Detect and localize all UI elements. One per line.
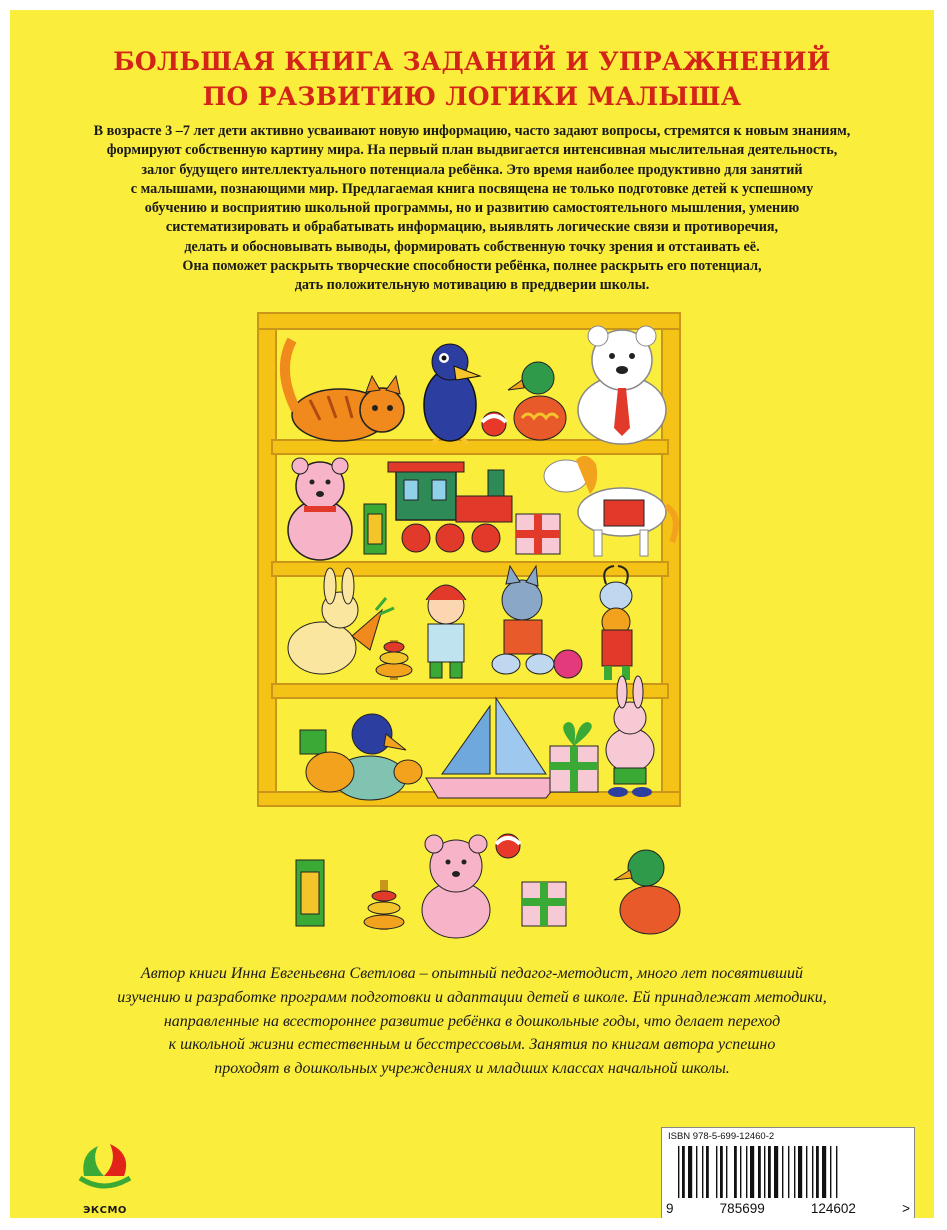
barcode-bar [788,1146,789,1198]
barcode-bar [716,1146,717,1198]
boat-toy-icon [426,698,562,798]
intro-line: систематизировать и обрабатывать информацию, выявлять логические связи и противоречия, [165,219,779,236]
intro-line: делать и обосновывать выводы, формировать собственную точку зрения и отстаивать её. [184,238,760,255]
barcode-bar [830,1146,831,1198]
barcode-bar [696,1146,697,1198]
barcode-bars-icon [676,1146,900,1198]
author-paragraph [50,962,894,1081]
barcode-bar [768,1146,771,1198]
barcode-bar [816,1146,819,1198]
barcode-bar [726,1146,727,1198]
author-line: к школьной жизни естественным и бесстрессовым. Занятия по книгам автора успешно [168,1036,776,1054]
duck-toy-icon [614,850,680,934]
barcode-bar [758,1146,761,1198]
cat-toy-icon [285,340,404,441]
author-line: направленные на всестороннее развитие ребёнка в дошкольные годы, что делает переход [163,1012,781,1030]
barcode-bar [750,1146,754,1198]
ball-icon [496,834,520,858]
kaleidoscope-icon [364,504,386,554]
book-title [10,44,934,114]
gift-box-icon [516,514,560,554]
barcode-bar [764,1146,765,1198]
ball-icon [482,412,506,436]
author-line: Автор книги Инна Евгеньевна Светлова – опытный педагог-методист, много лет посвятивший [140,965,804,982]
ball-icon [554,650,582,678]
wolf-toy-icon [492,566,554,674]
gift-box-icon [522,882,566,926]
barcode-bar [706,1146,709,1198]
barcode-bar [782,1146,783,1198]
eksmo-logo-icon [70,1136,140,1198]
polar-bear-toy-icon [578,326,666,444]
barcode-bar [678,1146,679,1198]
intro-paragraph [52,122,892,296]
crow-toy-icon [300,714,422,800]
intro-line: обучению и восприятию школьной программы, но и развитию самостоятельного мышления, умению [144,200,800,217]
publisher-logo [70,1136,140,1216]
isbn-text: ISBN 978-5-699-12460-2 [668,1131,775,1142]
barcode-digit-group: 124602 [810,1201,856,1216]
book-title-line-2: ПО РАЗВИТИЮ ЛОГИКИ МАЛЫША [202,82,742,111]
bunny-toy-icon [288,568,394,674]
toy-shelf-illustration [10,310,934,970]
goat-toy-icon [600,566,632,680]
intro-line: формируют собственную картину мира. На первый план выдвигается интенсивная мыслительная деятельность, [106,142,838,159]
barcode-bar [806,1146,807,1198]
barcode-digits [666,1201,910,1216]
barcode-bar [774,1146,778,1198]
crow-toy-icon [424,344,480,444]
intro-line: с малышами, познающими мир. Предлагаемая книга посвящена не только подготовке детей к успешному [130,180,814,197]
intro-line: залог будущего интеллектуального потенциала ребёнка. Это время наиболее продуктивно для занятий [141,161,803,178]
barcode-bar [702,1146,703,1198]
horse-toy-icon [544,456,676,556]
barcode-bar [822,1146,826,1198]
publisher-name: ЭКСМО [83,1205,127,1216]
pink-bear-toy-icon [288,458,352,560]
intro-line: дать положительную мотивацию в преддверии школы. [294,277,650,294]
book-back-cover [10,10,934,1218]
barcode-bar [836,1146,837,1198]
barcode-bar [720,1146,723,1198]
barcode-bar [794,1146,795,1198]
isbn-barcode [661,1127,915,1218]
barcode-digit-group: > [902,1201,910,1216]
barcode-digit-group: 785699 [719,1201,765,1216]
intro-line: В возрасте 3 –7 лет дети активно усваивают новую информацию, часто задают вопросы, стремятся к новым знаниям, [93,123,851,139]
pink-bear-toy-icon [422,835,490,938]
barcode-bar [798,1146,802,1198]
gift-box-icon [550,722,598,792]
intro-line: Она поможет раскрыть творческие способности ребёнка, полнее раскрыть его потенциал, [182,258,762,275]
barcode-bar [688,1146,692,1198]
barcode-bar [734,1146,737,1198]
duck-toy-icon [508,362,566,440]
barcode-bar [812,1146,813,1198]
kaleidoscope-icon [296,860,324,926]
barcode-bar [682,1146,685,1198]
pyramid-toy-icon [376,640,412,680]
barcode-bar [746,1146,747,1198]
barcode-digit-group: 9 [666,1201,674,1216]
doll-toy-icon [426,585,466,678]
author-line: изучению и разработке программ подготовки и адаптации детей в школе. Ей принадлежат методики, [117,988,827,1006]
pyramid-toy-icon [364,880,404,930]
book-title-line-1: БОЛЬШАЯ КНИГА ЗАДАНИЙ И УПРАЖНЕНИЙ [113,47,831,76]
barcode-bar [740,1146,741,1198]
author-line: проходят в дошкольных учреждениях и младших классах начальной школы. [214,1060,730,1078]
train-toy-icon [388,462,512,552]
